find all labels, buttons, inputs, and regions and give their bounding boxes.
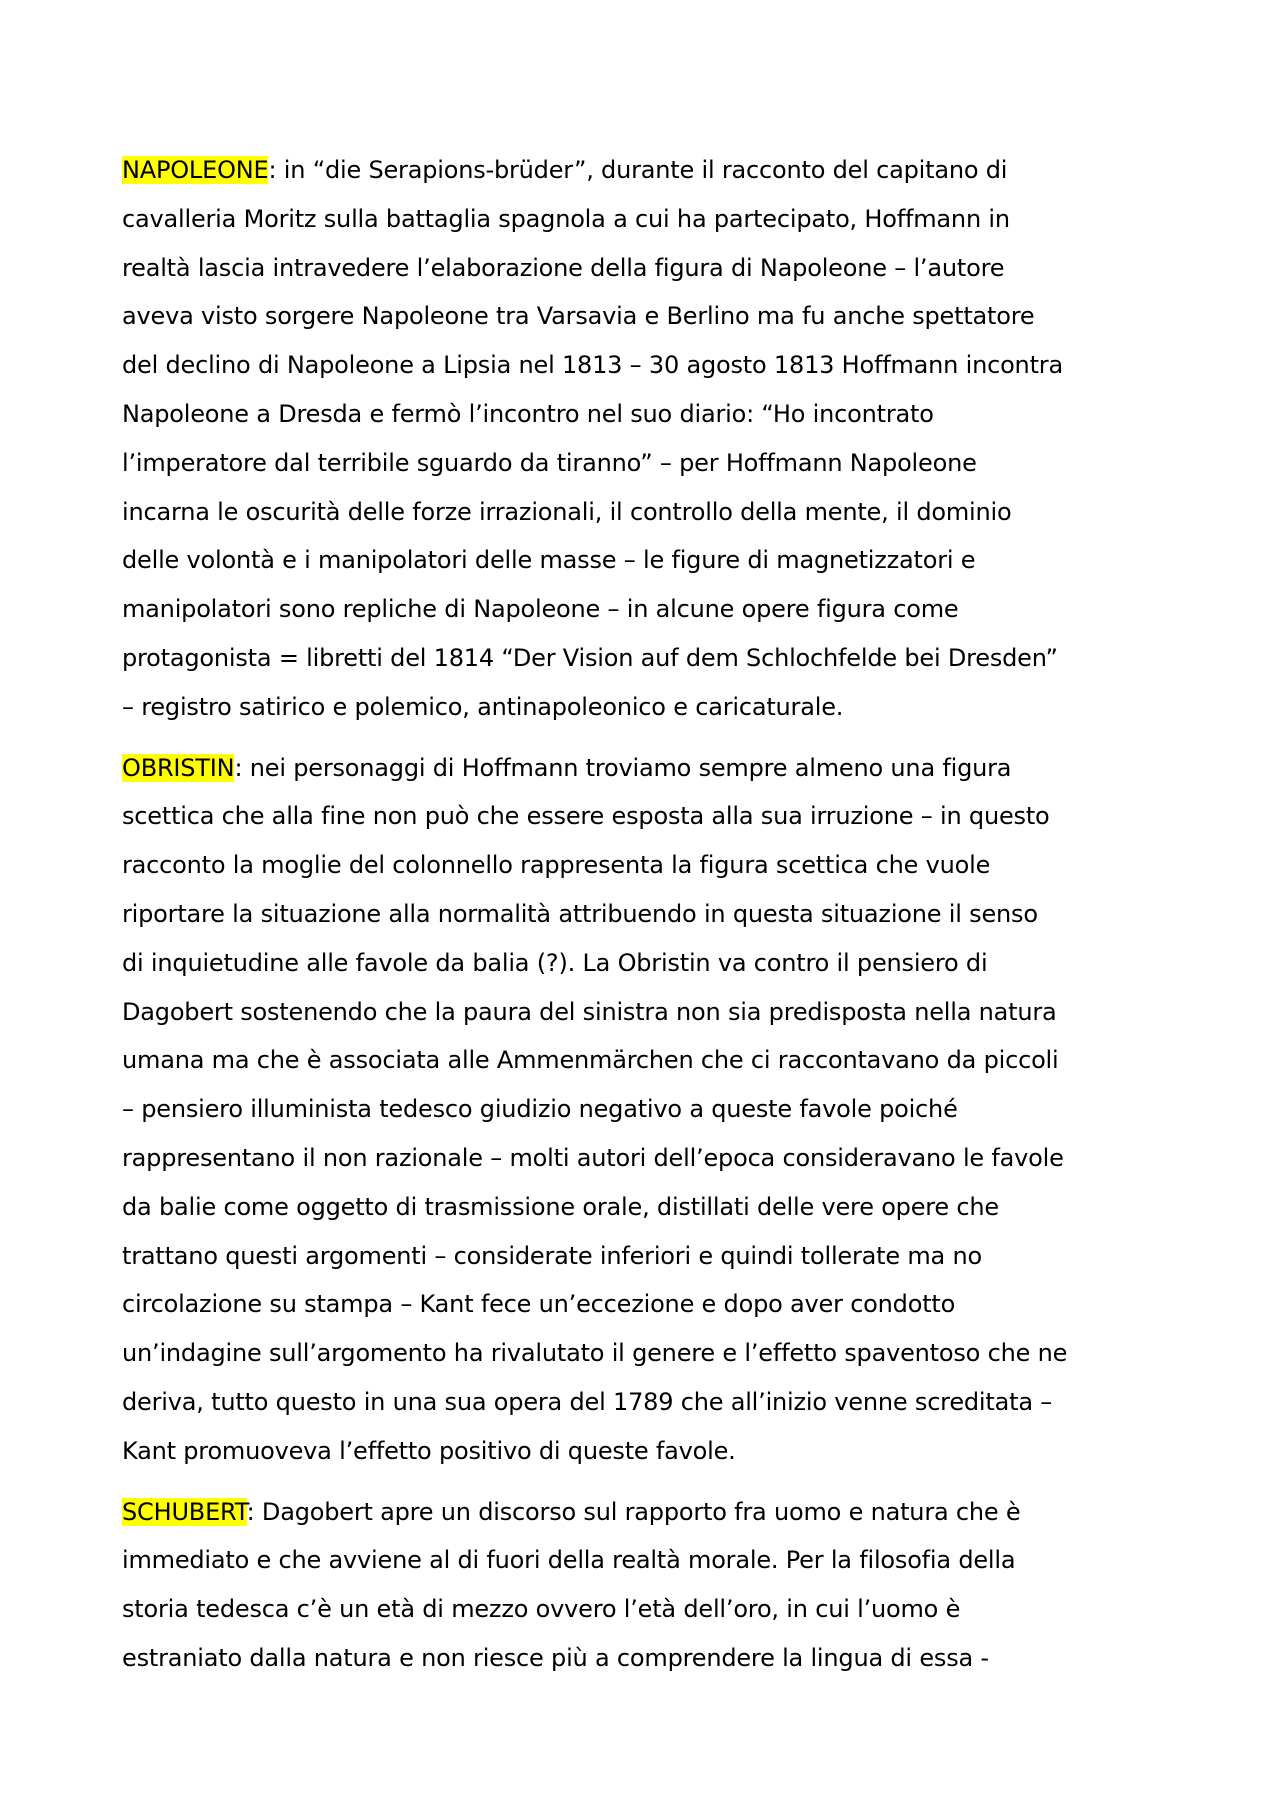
text-line: da balie come oggetto di trasmissione orale, distillati delle vere opere che — [122, 1192, 999, 1221]
text-line: scettica che alla fine non può che essere esposta alla sua irruzione – in questo — [122, 802, 1050, 831]
text-line: trattano questi argomenti – considerate inferiori e quindi tollerate ma no — [122, 1241, 982, 1270]
paragraph-obristin — [122, 744, 1182, 1476]
text-line: estraniato dalla natura e non riesce più a comprendere la lingua di essa - — [122, 1643, 989, 1672]
text-line: di inquietudine alle favole da balia (?). La Obristin va contro il pensiero di — [122, 948, 988, 977]
text-line: manipolatori sono repliche di Napoleone – in alcune opere figura come — [122, 595, 959, 624]
text-line: protagonista = libretti del 1814 “Der Vision auf dem Schlochfelde bei Dresden” — [122, 643, 1058, 672]
text-line: realtà lascia intravedere l’elaborazione della figura di Napoleone – l’autore — [122, 253, 1005, 282]
text-line: un’indagine sull’argomento ha rivalutato il genere e l’effetto spaventoso che ne — [122, 1339, 1068, 1368]
text-line: – registro satirico e polemico, antinapoleonico e caricaturale. — [122, 692, 844, 721]
text-line: Kant promuoveva l’effetto positivo di queste favole. — [122, 1436, 736, 1465]
text-line: l’imperatore dal terribile sguardo da tiranno” – per Hoffmann Napoleone — [122, 448, 977, 477]
text-line: umana ma che è associata alle Ammenmärchen che ci raccontavano da piccoli — [122, 1046, 1059, 1075]
text-line — [122, 744, 1182, 793]
document-body — [122, 146, 1182, 1695]
paragraph-napoleone — [122, 146, 1182, 732]
paragraph-schubert — [122, 1488, 1182, 1683]
highlighted-keyword: OBRISTIN — [122, 753, 235, 782]
line-text: : in “die Serapions-brüder”, durante il racconto del capitano di — [268, 156, 1008, 184]
text-line: delle volontà e i manipolatori delle masse – le figure di magnetizzatori e — [122, 546, 976, 575]
text-line: storia tedesca c’è un età di mezzo ovvero l’età dell’oro, in cui l’uomo è — [122, 1595, 961, 1624]
text-line: Dagobert sostenendo che la paura del sinistra non sia predisposta nella natura — [122, 997, 1057, 1026]
text-line — [122, 1488, 1182, 1537]
highlighted-keyword: NAPOLEONE — [122, 156, 269, 184]
text-line: Napoleone a Dresda e fermò l’incontro nel suo diario: “Ho incontrato — [122, 399, 934, 428]
line-text: : nei personaggi di Hoffmann troviamo sempre almeno una figura — [234, 753, 1012, 782]
text-line: incarna le oscurità delle forze irrazionali, il controllo della mente, il dominio — [122, 497, 1012, 526]
text-line: riportare la situazione alla normalità attribuendo in questa situazione il senso — [122, 899, 1038, 928]
line-text: : Dagobert apre un discorso sul rapporto fra uomo e natura che è — [246, 1497, 1021, 1526]
text-line: immediato e che avviene al di fuori della realtà morale. Per la filosofia della — [122, 1546, 1016, 1575]
text-line: del declino di Napoleone a Lipsia nel 1813 – 30 agosto 1813 Hoffmann incontra — [122, 351, 1063, 380]
text-line: deriva, tutto questo in una sua opera del 1789 che all’inizio venne screditata – — [122, 1387, 1053, 1416]
text-line: racconto la moglie del colonnello rappresenta la figura scettica che vuole — [122, 851, 991, 880]
text-line: circolazione su stampa – Kant fece un’eccezione e dopo aver condotto — [122, 1290, 956, 1319]
text-line: – pensiero illuminista tedesco giudizio negativo a queste favole poiché — [122, 1095, 958, 1124]
highlighted-keyword: SCHUBERT — [122, 1497, 247, 1526]
text-line: aveva visto sorgere Napoleone tra Varsavia e Berlino ma fu anche spettatore — [122, 302, 1035, 331]
text-line: rappresentano il non razionale – molti autori dell’epoca consideravano le favole — [122, 1143, 1064, 1172]
text-line: cavalleria Moritz sulla battaglia spagnola a cui ha partecipato, Hoffmann in — [122, 204, 1010, 233]
text-line — [122, 146, 1182, 195]
